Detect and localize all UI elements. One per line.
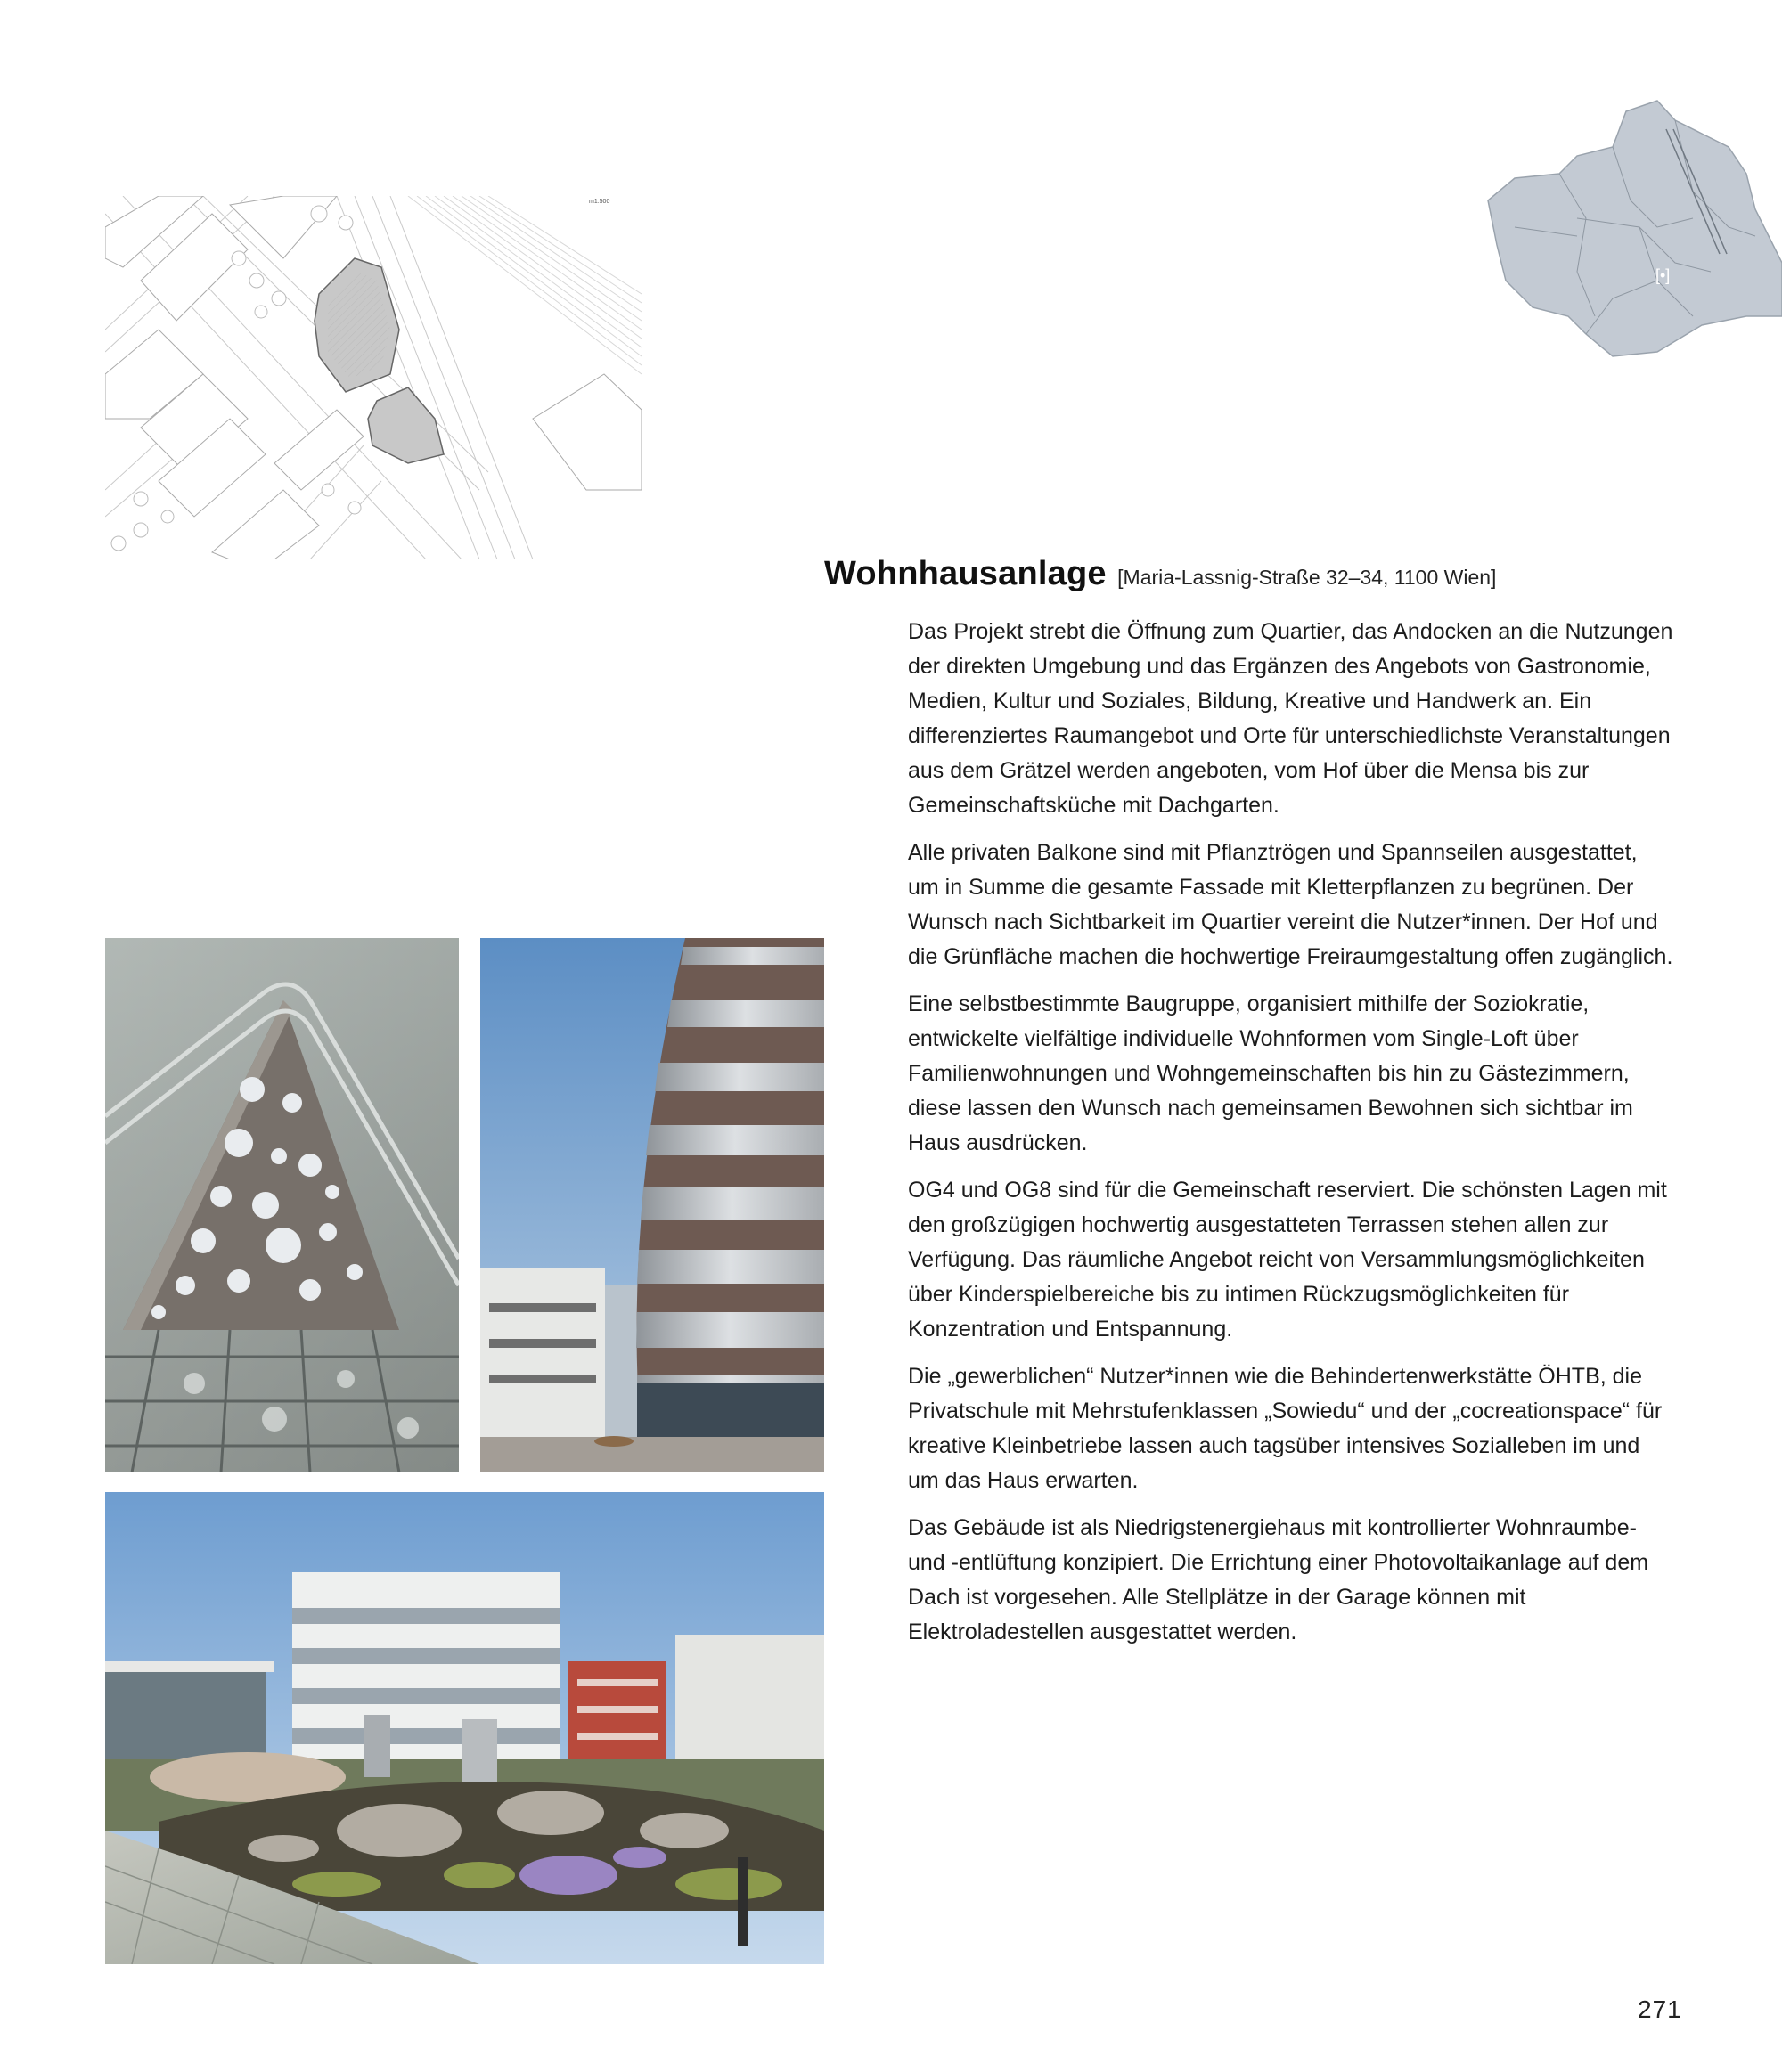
paragraph: Alle privaten Balkone sind mit Pflanztrögen und Spannseilen ausgestattet, um in Summe die gesamte Fassade mit Kletterpflanzen zu begrünen. Der Wunsch nach Sichtbarkeit im Quartier vereint die Nutzer*innen. Der Hof und die Grünfläche machen die hochwertige Freiraumgestaltung offen zugänglich.: [908, 840, 1673, 969]
site-plan: [105, 196, 642, 559]
page-number: 271: [1638, 1995, 1682, 2023]
scale-label: m1:500: [589, 199, 610, 205]
site-plan-drawing: [105, 196, 642, 559]
project-heading: [824, 555, 1715, 593]
vienna-district-map: [1479, 94, 1782, 361]
map-location-marker: [•]: [1655, 266, 1671, 284]
body-text: [908, 615, 1674, 1662]
photo-atrium-skylight: [105, 938, 459, 1472]
district-map: [1479, 94, 1782, 361]
project-address: [Maria-Lassnig-Straße 32–34, 1100 Wien]: [1117, 566, 1497, 589]
paragraph: Das Gebäude ist als Niedrigstenergiehaus mit kontrollierter Wohnraumbe- und -entlüftung konzipiert. Die Errichtung einer Photovoltaikanlage auf dem Dach ist vorgesehen. Alle Stellplätze in der Garage können mit Elektroladestellen ausgestattet werden.: [908, 1515, 1649, 1644]
paragraph: Das Projekt strebt die Öffnung zum Quartier, das Andocken an die Nutzungen der direkten Umgebung und das Ergänzen des Angebots von Gastronomie, Medien, Kultur und Soziales, Bildung, Kreative und Handwerk an. Ein differenziertes Raumangebot und Orte für unterschiedlichste Veranstaltungen aus dem Grätzel werden angeboten, vom Hof über die Mensa bis zur Gemeinschaftsküche mit Dachgarten.: [908, 619, 1673, 818]
paragraph: Eine selbstbestimmte Baugruppe, organisiert mithilfe der Soziokratie, entwickelte vielfältige individuelle Wohnformen vom Single-Loft über Familienwohnungen und Wohngemeinschaften bis hin zu Gästezimmern, diese lassen den Wunsch nach gemeinsamen Bewohnen sich sichtbar im Haus ausdrücken.: [908, 991, 1633, 1155]
photo-curved-facade: [480, 938, 824, 1472]
paragraph: Die „gewerblichen“ Nutzer*innen wie die Behindertenwerkstätte ÖHTB, die Privatschule mit Mehrstufenklassen „Sowiedu“ und der „cocreationspace“ für kreative Kleinbetriebe lassen auch tagsüber intensives Sozialleben im und um das Haus erwarten.: [908, 1364, 1663, 1493]
photo-roof-garden: [105, 1492, 824, 1964]
paragraph: OG4 und OG8 sind für die Gemeinschaft reserviert. Die schönsten Lagen mit den großzügigen hochwertig ausgestatteten Terrassen stehen allen zur Verfügung. Das räumliche Angebot reicht von Versammlungsmöglichkeiten über Kinderspielbereiche bis zu intimen Rückzugsmöglichkeiten für Konzentration und Entspannung.: [908, 1178, 1667, 1342]
map-outline: [1488, 101, 1782, 356]
project-title: Wohnhausanlage: [824, 555, 1107, 592]
